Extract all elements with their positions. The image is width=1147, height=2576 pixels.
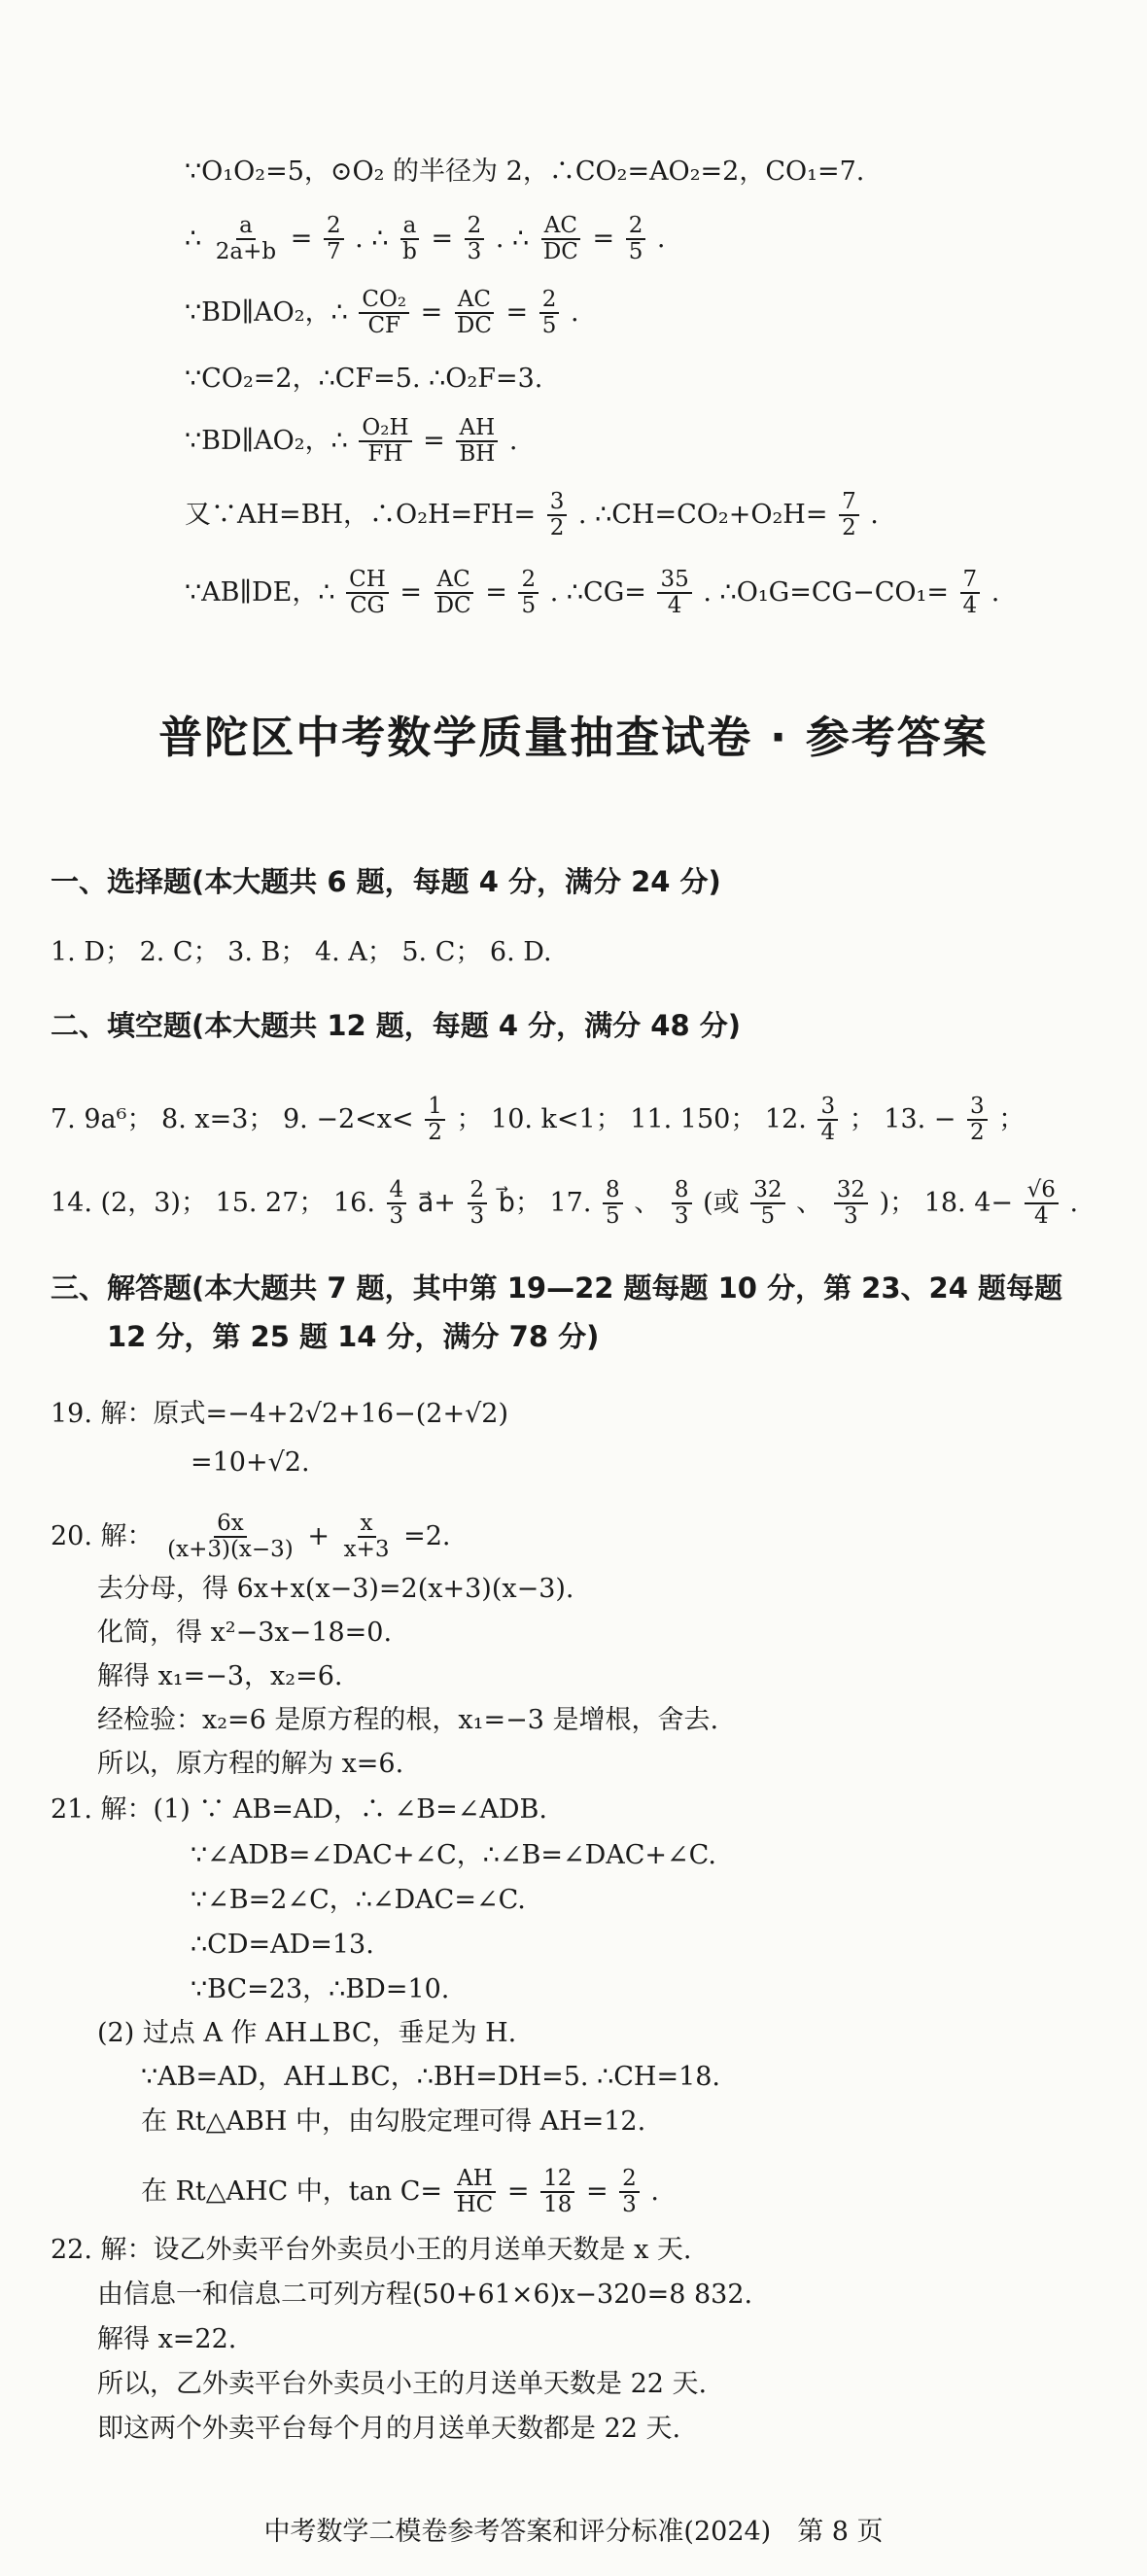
section-3-heading-line-2: 12 分，第 25 题 14 分，满分 78 分) [107,1320,600,1353]
q20-line-5: 经检验：x₂=6 是原方程的根，x₁=−3 是增根，舍去. [97,1705,719,1735]
fraction: $\frac{2}{5}$ [539,288,560,338]
q20-line-3: 化简，得 x²−3x−18=0. [97,1618,393,1648]
proof-line-3: ∵BD∥AO₂，∴ $\frac{\text{CO₂}}{CF}$ = $\frac{AC}{DC}$ = $\frac{2}{5}$ . [185,287,579,338]
section-1-answers: 1. D； 2. C； 3. B； 4. A； 5. C； 6. D. [51,937,552,967]
q22-line-1: 22. 解：设乙外卖平台外卖员小王的月送单天数是 x 天. [51,2235,692,2265]
proof-line-1: ∵O₁O₂=5，⊙O₂ 的半径为 2，∴CO₂=AO₂=2，CO₁=7. [185,157,865,187]
q21-line-5: ∵BC=23，∴BD=10. [191,1974,450,2004]
fraction: $\frac{8}{3}$ [672,1178,692,1229]
fraction: $\frac{2}{5}$ [518,568,539,618]
q20-line-4: 解得 x₁=−3，x₂=6. [97,1661,343,1691]
q21-line-1: 21. 解：(1) ∵ AB=AD，∴ ∠B=∠ADB. [51,1794,547,1825]
q21-line-4: ∴CD=AD=13. [191,1930,374,1960]
q21-line-2: ∵∠ADB=∠DAC+∠C，∴∠B=∠DAC+∠C. [191,1840,716,1870]
fraction: $\frac{7}{4}$ [960,568,981,618]
proof-line-2: ∴ $\frac{a}{2a+b}$ = $\frac{2}{7}$ . ∴ $\frac{a}{b}$ = $\frac{2}{3}$ . ∴ $\frac{AC}{DC}$ = $\frac{2}{5}$ . [185,213,666,264]
fraction: $\frac{AC}{DC}$ [434,568,474,618]
fraction: $\frac{3}{2}$ [967,1095,988,1145]
q21-line-8: 在 Rt△ABH 中，由勾股定理可得 AH=12. [141,2106,646,2137]
proof-line-4: ∵CO₂=2，∴CF=5. ∴O₂F=3. [185,364,543,394]
fraction: $\frac{7}{2}$ [839,490,859,540]
fraction: $\frac{1}{2}$ [425,1095,445,1145]
fraction: $\frac{AC}{DC}$ [540,214,581,264]
q21-line-9: 在 Rt△AHC 中，tan C= $\frac{AH}{HC}$ = $\frac{12}{18}$ = $\frac{2}{3}$ . [141,2166,659,2217]
fraction: $\frac{32}{5}$ [750,1178,784,1229]
fraction: $\frac{a}{b}$ [400,214,420,264]
fraction: $\frac{AH}{HC}$ [454,2167,497,2217]
section-3-heading-line-1: 三、解答题(本大题共 7 题，其中第 19—22 题每题 10 分，第 23、24 题每题 [51,1271,1062,1305]
proof-line-6: 又∵AH=BH，∴O₂H=FH= $\frac{3}{2}$ . ∴CH=CO₂+O₂H= $\frac{7}{2}$ . [185,489,879,540]
fraction: $\frac{2}{7}$ [324,214,344,264]
fraction: $\frac{AC}{DC}$ [454,288,495,338]
fraction: $\frac{x}{x+3}$ [343,1511,390,1562]
fraction: $\frac{√6}{4}$ [1025,1178,1059,1229]
q22-line-4: 所以，乙外卖平台外卖员小王的月送单天数是 22 天. [97,2369,708,2399]
section-2-answers-row-2: 14. (2，3)； 15. 27； 16. $\frac{4}{3}$ a⃗+ $\frac{2}{3}$ b⃗； 17. $\frac{8}{5}$ 、 $\frac{8}{3}$ (或 $\frac{32}{5}$ 、 $\frac{32}{3}$ )； 18. 4− $\frac{√6}{4}$ . [51,1177,1079,1229]
fraction: $\frac{3}{2}$ [547,490,568,540]
fraction: $\frac{a}{2a+b}$ [215,213,277,264]
fraction: $\frac{\text{CO₂}}{CF}$ [359,288,409,338]
q22-line-2: 由信息一和信息二可列方程(50+61×6)x−320=8 832. [97,2280,753,2310]
q22-line-5: 即这两个外卖平台每个月的月送单天数都是 22 天. [97,2414,681,2444]
fraction: $\frac{6x}{(x+3)(x-3)}$ [167,1511,294,1562]
section-2-heading: 二、填空题(本大题共 12 题，每题 4 分，满分 48 分) [51,1009,741,1042]
q20-line-6: 所以，原方程的解为 x=6. [97,1749,404,1779]
q22-line-3: 解得 x=22. [97,2324,237,2354]
fraction: $\frac{2}{3}$ [465,214,485,264]
section-2-answers-row-1: 7. 9a⁶； 8. x=3； 9. −2<x< $\frac{1}{2}$ ； 10. k<1； 11. 150； 12. $\frac{3}{4}$ ； 13. − $\frac{3}{2}$ ； [51,1094,1025,1145]
q20-line-1: 20. 解： $\frac{6x}{(x+3)(x-3)}$ + $\frac{x}{x+3}$ =2. [51,1511,451,1562]
q19-line-1: 19. 解：原式=−4+2√2+16−(2+√2) [51,1399,508,1429]
q20-line-2: 去分母，得 6x+x(x−3)=2(x+3)(x−3). [97,1574,574,1604]
fraction: $\frac{35}{4}$ [657,568,691,618]
fraction: $\frac{12}{18}$ [540,2167,574,2217]
proof-line-7: ∵AB∥DE，∴ $\frac{CH}{CG}$ = $\frac{AC}{DC}$ = $\frac{2}{5}$ . ∴CG= $\frac{35}{4}$ . ∴O₁G=CG−CO₁= $\frac{7}{4}$ . [185,567,1000,618]
q21-line-6: (2) 过点 A 作 AH⊥BC，垂足为 H. [97,2018,517,2048]
page-title: 普陀区中考数学质量抽查试卷 · 参考答案 [158,712,989,763]
fraction: $\frac{AH}{BH}$ [456,416,498,467]
section-1-heading: 一、选择题(本大题共 6 题，每题 4 分，满分 24 分) [51,865,721,898]
fraction: $\frac{32}{3}$ [834,1178,868,1229]
fraction: $\frac{2}{5}$ [626,214,646,264]
page-footer: 中考数学二模卷参考答案和评分标准(2024) 第 8 页 [263,2517,884,2547]
q19-line-2: =10+√2. [191,1447,310,1478]
fraction: $\frac{2}{3}$ [619,2167,640,2217]
fraction: $\frac{3}{4}$ [817,1095,838,1145]
q21-line-3: ∵∠B=2∠C，∴∠DAC=∠C. [191,1885,526,1915]
fraction: $\frac{4}{3}$ [387,1178,407,1229]
q21-line-7: ∵AB=AD，AH⊥BC，∴BH=DH=5. ∴CH=18. [141,2062,721,2092]
fraction: $\frac{8}{5}$ [603,1178,623,1229]
fraction: $\frac{\text{O₂H}}{FH}$ [359,416,411,467]
proof-line-5: ∵BD∥AO₂，∴ $\frac{\text{O₂H}}{FH}$ = $\frac{AH}{BH}$ . [185,415,518,467]
fraction: $\frac{2}{3}$ [468,1178,488,1229]
fraction: $\frac{CH}{CG}$ [346,568,389,618]
